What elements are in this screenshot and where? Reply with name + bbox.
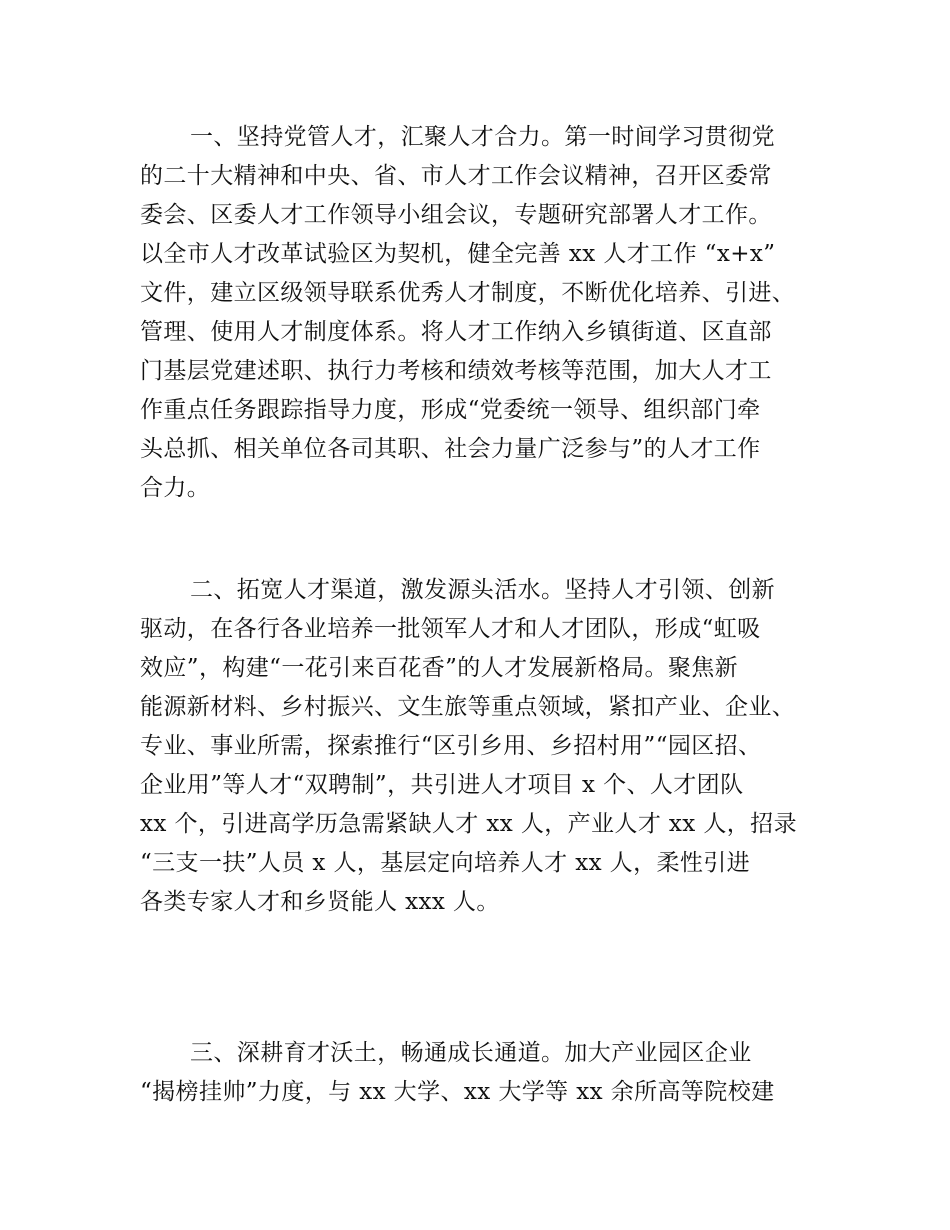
text-line: 门基层党建述职、执行力考核和绩效考核等范围，加大人才工: [140, 358, 772, 384]
paragraph-3: [140, 1034, 840, 1112]
text-line: 二、拓宽人才渠道，激发源头活水。坚持人才引领、创新: [190, 577, 775, 603]
text-line: 能源新材料、乡村振兴、文生旅等重点领域，紧扣产业、企业、: [140, 694, 796, 720]
text-line: xx 个，引进高学历急需紧缺人才 xx 人，产业人才 xx 人，招录: [140, 811, 797, 837]
text-line: 效应”，构建“一花引来百花香”的人才发展新格局。聚焦新: [140, 655, 739, 681]
text-line: 文件，建立区级领导联系优秀人才制度，不断优化培养、引进、: [140, 280, 796, 306]
text-line: 的二十大精神和中央、省、市人才工作会议精神，召开区委常: [140, 163, 772, 189]
text-line: 驱动，在各行各业培养一批领军人才和人才团队，形成“虹吸: [140, 616, 761, 642]
text-line: “三支一扶”人员 x 人，基层定向培养人才 xx 人，柔性引进: [140, 850, 751, 876]
text-line: 专业、事业所需，探索推行“区引乡用、乡招村用”“园区招、: [140, 733, 762, 759]
text-line: 以全市人才改革试验区为契机，健全完善 xx 人才工作 “x+x”: [140, 241, 776, 267]
text-line: 企业用”等人才“双聘制”，共引进人才项目 x 个、人才团队: [140, 772, 744, 798]
text-line: 各类专家人才和乡贤能人 xxx 人。: [140, 889, 500, 915]
text-line: 一、坚持党管人才，汇聚人才合力。第一时间学习贯彻党: [190, 124, 775, 150]
text-line: 头总抓、相关单位各司其职、社会力量广泛参与”的人才工作: [140, 436, 761, 462]
text-line: “揭榜挂帅”力度，与 xx 大学、xx 大学等 xx 余所高等院校建: [140, 1079, 775, 1105]
text-line: 委会、区委人才工作领导小组会议，专题研究部署人才工作。: [140, 202, 772, 228]
text-line: 管理、使用人才制度体系。将人才工作纳入乡镇街道、区直部: [140, 319, 772, 345]
text-line: 合力。: [140, 475, 211, 501]
paragraph-1: [140, 118, 840, 508]
text-line: 作重点任务跟踪指导力度，形成“党委统一领导、组织部门牵: [140, 397, 761, 423]
text-line: 三、深耕育才沃土，畅通成长通道。加大产业园区企业: [190, 1040, 752, 1066]
paragraph-2: [140, 571, 840, 922]
